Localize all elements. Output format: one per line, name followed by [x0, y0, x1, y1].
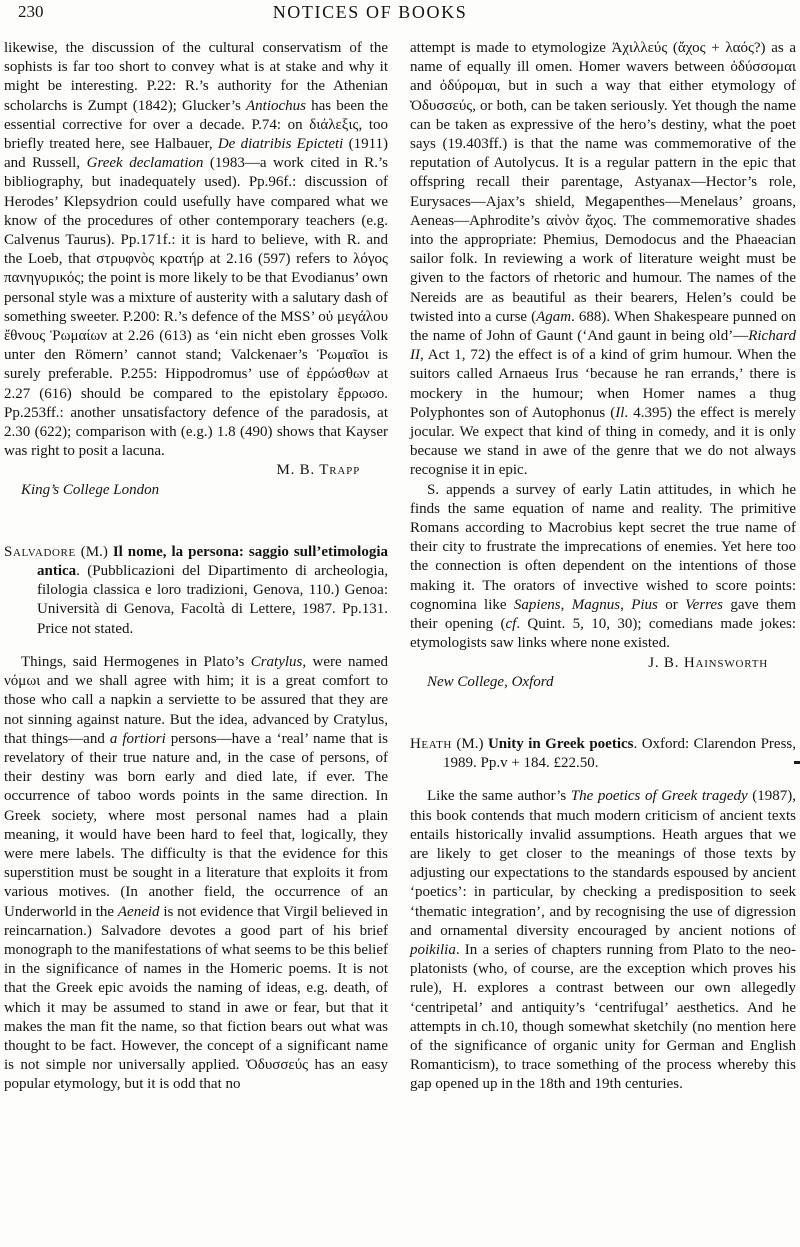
paragraph: attempt is made to etymologize Ἀχιλλεύς (ἄχος + λαός?) as a name of equally ill omen. Homer wavers between ὀδύσσομαι and ὀδύρομαι, but in such a way that either etymology of Ὀδυσσεύς, or both, can be taken seriously. Yet though the name can be taken as expressive of the hero’s destiny, what the poet says (19.403ff.) is that the name was commemorative of the reputation of Autolycus. It is a regular pattern in the epic that offspring recall their parentage, Astyanax—Hector’s role, Eurysaces—Ajax’s shield, Megapenthes—Menelaus’ groans, Aeneas—Aphrodite’s αἰνὸν ἄχος. The commemorative shades into the appropriate: Phemius, Demodocus and the Phaeacian sailor folk. In reviewing a work of literature weight must be given to the factors of rhetoric and humour. The names of the Nereids are as beautiful as their bearers, Helen’s could be twisted into a curse (Agam. 688). When Shakespeare punned on the name of John of Gaunt (‘And gaunt in being old’—Richard II, Act 1, 72) the effect is of a kind of grim humour. When the suitors called Arnaeus Irus ‘because he ran errands,’ there is mockery in the humour; when Homer names a thug Polyphontes son of Autophonus (Il. 4.395) the effect is merely jocular. We expect that kind of thing in comedy, and it is only because we stand in awe of the genre that we do not always recognise it in epic. — [410, 40, 797, 479]
reviewer-affiliation: New College, Oxford — [427, 673, 554, 690]
reviewer-affiliation: King’s College London — [21, 481, 160, 498]
scan-artifact-mark — [794, 761, 800, 764]
reviewer-signature: M. B. Trapp — [276, 462, 360, 479]
review-citation: Salvadore (M.) Il nome, la persona: saggio sull’etimologia antica. (Pubblicazioni del Dipartimento di archeologia, filologia classica e loro tradizioni, Genova, 110.) Genoa: Università di Genova, Facoltà di Lettere, 1987. Pp.131. Price not stated. — [4, 543, 389, 637]
paragraph: Things, said Hermogenes in Plato’s Cratylus, were named νόμωι and we shall agree with him; it is a great comfort to those who call a napkin a serviette to be assured that they are not sinning against nature. But the idea, advanced by Cratylus, that things—and a fortiori persons—have a ‘real’ name that is revelatory of their true nature and, in the case of persons, of their destiny was born early and died late, if ever. The occurrence of taboo words points in the same direction. In Greek society, where most personal names had a plain meaning, it would have been hard to feel that, logically, they were mere labels. The difficulty is that the evidence for this superstition must be sought in a literature that exploits it from various motives. (In another field, the occurrence of an Underworld in the Aeneid is not evidence that Virgil believed in reincarnation.) Salvadore devotes a good part of his brief monograph to the manifestations of what seems to be this belief in the significance of names in the Homeric poems. It is not that the Greek epic avoids the naming of ideas, e.g. death, of which it may be assumed to stand in awe or fear, but that it makes the man fit the name, so that fiction bears out what was thought to be fact. However, the concept of a significant name is not simple nor universally applied. Ὀδυσσεύς has an easy popular etymology, but it is odd that no — [4, 653, 389, 1093]
paragraph: Like the same author’s The poetics of Greek tragedy (1987), this book contends that much modern criticism of ancient texts entails historically invalid assumptions. Heath argues that we are likely to get closer to the meanings of those texts by adjusting our expectations to the standards espoused by ancient ‘poetics’: in particular, by checking a predisposition to seek ‘thematic integration’, and by recognising the use of digression and ornamental diversity encouraged by ancient notions of poikilia. In a series of chapters running from Plato to the neo-platonists (who, of course, are the exception which proves his rule), H. explores a contrast between our own allegedly ‘centripetal’ and antiquity’s ‘centrifugal’ aesthetics. And he attempts in ch.10, though somewhat sketchily (no mention here of the significance of organic unity for German and English Romanticism), to trace something of the process whereby this gap opened up in the 18th and 19th centuries. — [410, 788, 797, 1093]
left-column — [4, 39, 388, 1095]
right-column — [410, 39, 796, 1095]
page-number: 230 — [18, 2, 44, 21]
review-citation: Heath (M.) Unity in Greek poetics. Oxford: Clarendon Press, 1989. Pp.v + 184. £22.50. — [410, 735, 797, 772]
reviewer-signature: J. B. Hainsworth — [648, 654, 768, 671]
page-title: NOTICES OF BOOKS — [272, 2, 468, 22]
paragraph: S. appends a survey of early Latin attitudes, in which he finds the same equation of name and reality. The primitive Romans according to Macrobius kept secret the true name of their city to frustrate the imprecations of enemies. Yet here too the connection is often dependent on the intentions of those making it. The orators of invective wished to score points: cognomina like Sapiens, Magnus, Pius or Verres gave them their opening (cf. Quint. 5, 10, 30); comedians made jokes: etymologists saw links where none existed. — [410, 481, 797, 652]
paragraph: likewise, the discussion of the cultural conservatism of the sophists is far too short to convey what is at stake and why it might be interesting. P.22: R.’s authority for the Athenian scholarchs is Zumpt (1842); Glucker’s Antiochus has been the essential corrective for over a decade. P.74: on διάλεξις, too briefly treated here, see Halbauer, De diatribis Epicteti (1911) and Russell, Greek declamation (1983—a work cited in R.’s bibliography, but inadequately used). Pp.96f.: discussion of Herodes’ Klepsydrion could usefully have compared what we know of the procedures of other contemporary teachers (e.g. Calvenus Taurus). Pp.171f.: it is hard to believe, with R. and the Loeb, that στρυφνὸς κρατήρ at 2.16 (597) refers to λόγος πανηγυρικός; the point is more likely to be that Evodianus’ own personal style was a mixture of austerity with a salutary dash of something sweeter. P.200: R.’s defence of the MSS’ οὐ μεγάλου ἔθνους Ῥωμαίων at 2.26 (613) as ‘ein nicht eben grosses Volk unter den Römern’ cannot stand; Valckenaer’s Ῥωμαῖοι is surely preferable. P.255: Hippodromus’ use of ἐρρώσθων at 2.27 (616) should be compared to the epistolary ἔρρωσο. Pp.253ff.: another unsatisfactory defence of the paradosis, at 2.30 (622); comparison with (e.g.) 1.8 (490) shows that Kayser was right to posit a lacuna. — [4, 40, 389, 460]
